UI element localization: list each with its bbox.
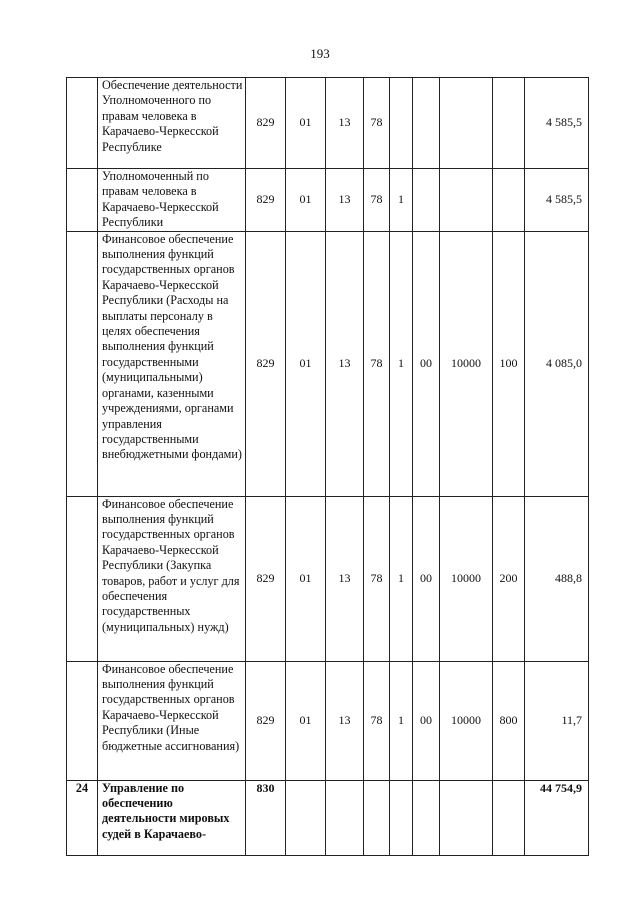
row-name: Финансовое обеспечение выполнения функций государственных органов Карачаево-Черкесской Республики (Закупка товаров, работ и услуг для обеспечения государственных (муниципальных) нужд) xyxy=(98,496,246,661)
amount: 44 754,9 xyxy=(525,780,589,855)
row-index xyxy=(67,78,98,169)
row-index: 24 xyxy=(67,780,98,855)
expense-type-code: 200 xyxy=(493,496,525,661)
row-index xyxy=(67,231,98,496)
target-code-1 xyxy=(364,780,390,855)
table-row xyxy=(67,780,589,855)
row-name: Финансовое обеспечение выполнения функций государственных органов Карачаево-Черкесской Республики (Иные бюджетные ассигнования) xyxy=(98,661,246,780)
ved-code: 829 xyxy=(246,169,286,232)
row-name: Обеспечение деятельности Уполномоченного по правам человека в Карачаево-Черкесской Республике xyxy=(98,78,246,169)
expense-type-code xyxy=(493,78,525,169)
table-row xyxy=(67,78,589,169)
expense-type-code: 100 xyxy=(493,231,525,496)
page-number: 193 xyxy=(310,46,330,61)
target-code-3: 00 xyxy=(413,496,440,661)
budget-table xyxy=(66,77,589,856)
target-code-1: 78 xyxy=(364,231,390,496)
target-code-4: 10000 xyxy=(440,231,493,496)
subsection-code: 13 xyxy=(326,496,364,661)
section-code: 01 xyxy=(286,169,326,232)
target-code-1: 78 xyxy=(364,169,390,232)
target-code-2: 1 xyxy=(390,169,413,232)
section-code: 01 xyxy=(286,661,326,780)
subsection-code xyxy=(326,780,364,855)
table-row xyxy=(67,169,589,232)
ved-code: 830 xyxy=(246,780,286,855)
row-index xyxy=(67,496,98,661)
target-code-1: 78 xyxy=(364,496,390,661)
target-code-3 xyxy=(413,780,440,855)
table-row xyxy=(67,231,589,496)
target-code-2 xyxy=(390,78,413,169)
expense-type-code xyxy=(493,169,525,232)
target-code-2 xyxy=(390,780,413,855)
target-code-2: 1 xyxy=(390,496,413,661)
amount: 488,8 xyxy=(525,496,589,661)
row-name: Уполномоченный по правам человека в Карачаево-Черкесской Республики xyxy=(98,169,246,232)
amount: 4 585,5 xyxy=(525,169,589,232)
row-name: Управление по обеспечению деятельности мировых судей в Карачаево- xyxy=(98,780,246,855)
target-code-4 xyxy=(440,169,493,232)
target-code-4: 10000 xyxy=(440,661,493,780)
ved-code: 829 xyxy=(246,78,286,169)
ved-code: 829 xyxy=(246,496,286,661)
table-row xyxy=(67,496,589,661)
section-code: 01 xyxy=(286,78,326,169)
target-code-4 xyxy=(440,78,493,169)
subsection-code: 13 xyxy=(326,78,364,169)
target-code-4 xyxy=(440,780,493,855)
ved-code: 829 xyxy=(246,231,286,496)
amount: 4 085,0 xyxy=(525,231,589,496)
expense-type-code: 800 xyxy=(493,661,525,780)
section-code: 01 xyxy=(286,496,326,661)
target-code-3: 00 xyxy=(413,661,440,780)
expense-type-code xyxy=(493,780,525,855)
table-row xyxy=(67,661,589,780)
amount: 11,7 xyxy=(525,661,589,780)
row-name: Финансовое обеспечение выполнения функций государственных органов Карачаево-Черкесской Республики (Расходы на выплаты персоналу в целях обеспечения выполнения функций государственными (муниципальными) органами, казенными учреждениями, органами управления государственными внебюджетными фондами) xyxy=(98,231,246,496)
ved-code: 829 xyxy=(246,661,286,780)
subsection-code: 13 xyxy=(326,661,364,780)
amount: 4 585,5 xyxy=(525,78,589,169)
target-code-1: 78 xyxy=(364,661,390,780)
target-code-1: 78 xyxy=(364,78,390,169)
section-code xyxy=(286,780,326,855)
target-code-2: 1 xyxy=(390,661,413,780)
row-index xyxy=(67,169,98,232)
section-code: 01 xyxy=(286,231,326,496)
target-code-3 xyxy=(413,169,440,232)
target-code-3: 00 xyxy=(413,231,440,496)
target-code-3 xyxy=(413,78,440,169)
target-code-2: 1 xyxy=(390,231,413,496)
row-index xyxy=(67,661,98,780)
subsection-code: 13 xyxy=(326,169,364,232)
target-code-4: 10000 xyxy=(440,496,493,661)
subsection-code: 13 xyxy=(326,231,364,496)
